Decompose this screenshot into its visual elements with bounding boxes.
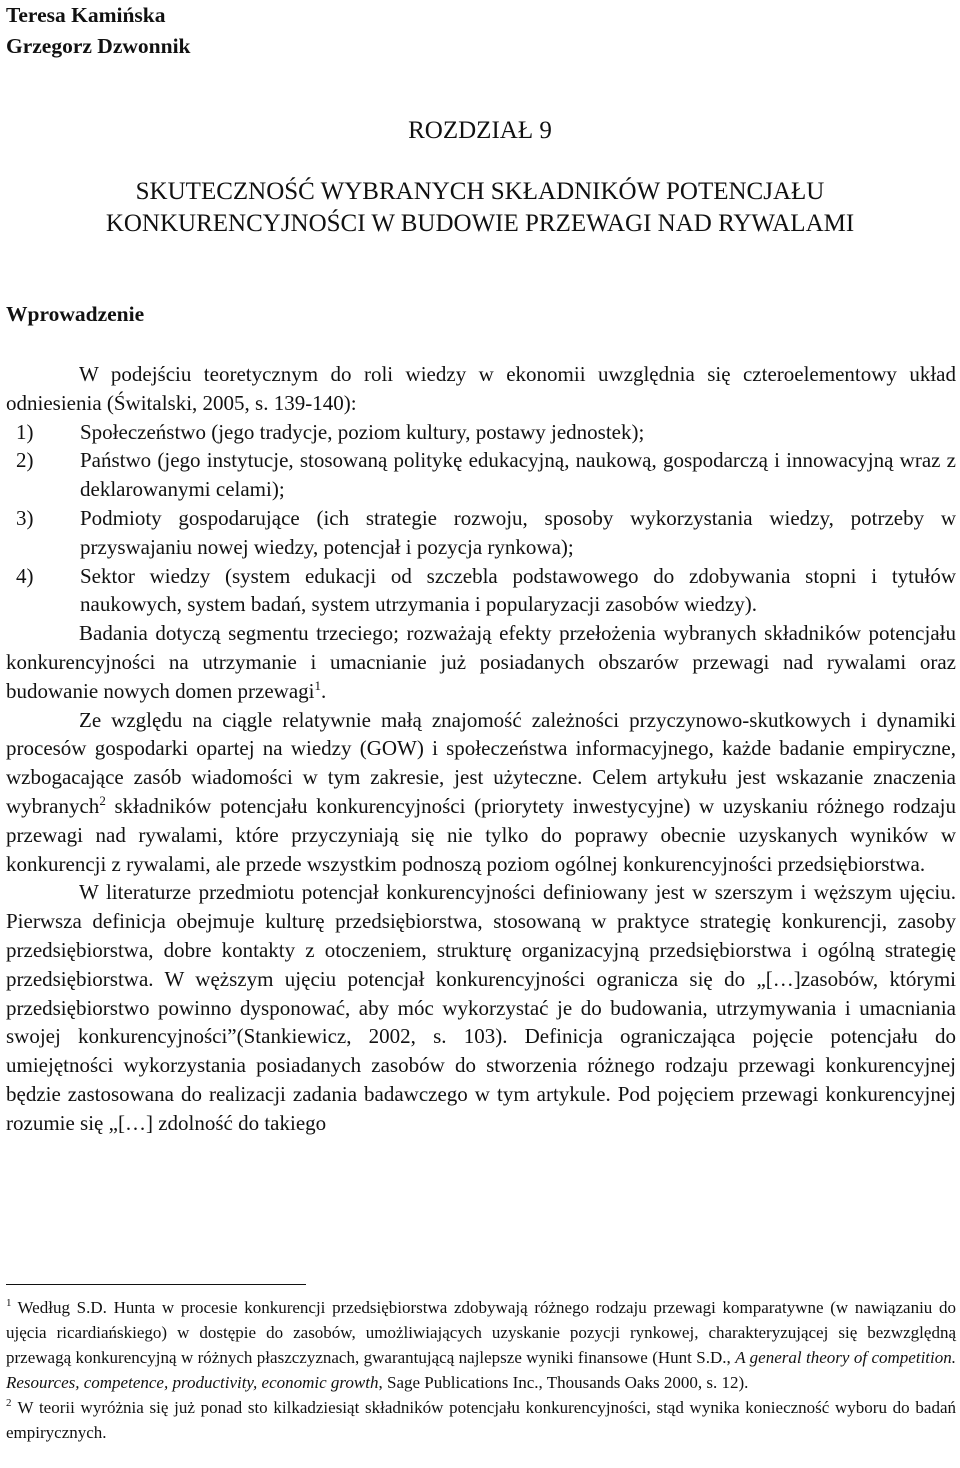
footnote-ref[interactable]: 1 — [314, 677, 321, 693]
list-item-text: Podmioty gospodarujące (ich strategie rozwoju, sposoby wykorzystania wiedzy, potrzeby w przyswajaniu nowej wiedzy, potencjał i pozycja rynkowa); — [80, 505, 956, 559]
chapter-title — [6, 176, 954, 240]
paragraph-text: Badania dotyczą segmentu trzeciego; rozważają efekty przełożenia wybranych składników potencjału konkurencyjności na utrzymanie i umacnianie już posiadanych obszarów przewagi nad rywalami oraz budowanie nowych domen przewagi — [6, 621, 956, 703]
paragraph-purpose — [6, 706, 956, 879]
list-item-text: Państwo (jego instytucje, stosowaną politykę edukacyjną, naukową, gospodarczą i innowacyjną wraz z deklarowanymi celami); — [80, 448, 956, 502]
footnote-text: W teorii wyróżnia się już ponad sto kilkadziesiąt składników potencjału konkurencyjności, stąd wynika konieczność wyboru do badań empirycznych. — [6, 1398, 956, 1442]
author-name: Teresa Kamińska — [6, 3, 166, 27]
list-item — [6, 504, 956, 562]
paragraph-text-end: . — [321, 678, 327, 703]
list-item — [6, 418, 956, 447]
footnote-ref[interactable]: 2 — [99, 792, 106, 808]
footnote-number: 1 — [6, 1297, 12, 1310]
list-item — [6, 562, 956, 620]
footnotes — [6, 1295, 956, 1445]
list-item-number: 2) — [16, 448, 34, 473]
list-item-text: Sektor wiedzy (system edukacji od szczebla podstawowego do zdobywania stopni i tytułów naukowych, system badań, system utrzymania i popularyzacji zasobów wiedzy). — [80, 563, 956, 617]
section-heading: Wprowadzenie — [6, 302, 145, 326]
footnote — [6, 1295, 956, 1395]
intro-paragraph: W podejściu teoretycznym do roli wiedzy w ekonomii uwzględnia się czteroelementowy układ odniesienia (Świtalski, 2005, s. 139-140): — [6, 362, 956, 415]
chapter-title-line: KONKURENCYJNOŚCI W BUDOWIE PRZEWAGI NAD RYWALAMI — [105, 210, 855, 237]
list-item-number: 4) — [16, 563, 34, 588]
paragraph-text: składników potencjału konkurencyjności (priorytety inwestycyjne) w uzyskaniu różnego rodzaju przewagi nad rywalami, które przyczyniają się nie tylko do poprawy obecnie uzyskanych wyników w konkurencji z rywalami, ale przede wszystkim podnoszą poziom ogólnej konkurencyjności przedsiębiorstwa. — [6, 793, 956, 876]
footnote — [6, 1395, 956, 1445]
reference-list — [6, 418, 956, 620]
list-item-number: 1) — [16, 419, 34, 444]
author-name: Grzegorz Dzwonnik — [6, 34, 191, 58]
chapter-title-line: SKUTECZNOŚĆ WYBRANYCH SKŁADNIKÓW POTENCJAŁU — [135, 178, 825, 205]
paragraph-research-scope — [6, 619, 956, 705]
list-item-number: 3) — [16, 505, 34, 530]
body-text — [6, 360, 956, 1138]
footnote-text: , Sage Publications Inc., Thousands Oaks 2000, s. 12). — [378, 1373, 749, 1392]
footnote-book-title: A general theory of competition. Resources, competence, productivity, economic growth — [6, 1348, 956, 1392]
footnote-number: 2 — [6, 1397, 12, 1410]
list-item — [6, 446, 956, 504]
paragraph-literature: W literaturze przedmiotu potencjał konkurencyjności definiowany jest w szerszym i węższym ujęciu. Pierwsza definicja obejmuje kulturę przedsiębiorstwa, stosowaną w praktyce strategię konkurencji, zasoby przedsiębiorstwa, dobre kontakty z otoczeniem, strukturę organizacyjną przedsiębiorstwa i ogólną strategię przedsiębiorstwa. W węższym ujęciu potencjał konkurencyjności ogranicza się do „[…]zasobów, którymi przedsiębiorstwo powinno dysponować, aby móc wykorzystać je do budowania, utrzymywania i umacniania swojej konkurencyjności”(Stankiewicz, 2002, s. 103). Definicja ograniczająca pojęcie potencjału do umiejętności wykorzystania posiadanych zasobów do stworzenia różnego rodzaju przewagi konkurencyjnej będzie zastosowana do realizacji zadania badawczego w tym artykule. Pod pojęciem przewagi konkurencyjnej rozumie się „[…] zdolność do takiego — [6, 880, 956, 1135]
footnote-text: Według S.D. Hunta w procesie konkurencji przedsiębiorstwa zdobywają różnego rodzaju przewagi komparatywne (w nawiązaniu do ujęcia ricardiańskiego) w dostępie do zasobów, umożliwiających uzyskanie pozycji rynkowej, charakteryzującej się bezwzględną przewagą konkurencyjną w różnych płaszczyznach, gwarantującą najlepsze wyniki finansowe (Hunt S.D., — [6, 1298, 956, 1367]
paragraph-text: Ze względu na ciągle relatywnie małą znajomość zależności przyczynowo-skutkowych i dynamiki procesów gospodarki opartej na wiedzy (GOW) i społeczeństwa informacyjnego, każde badanie empiryczne, wzbogacające zasób wiadomości w tym zakresie, jest użyteczne. Celem artykułu jest wskazanie znaczenia wybranych — [6, 707, 956, 818]
footnote-divider — [6, 1284, 306, 1285]
chapter-label: ROZDZIAŁ 9 — [408, 117, 552, 144]
author-block — [6, 0, 191, 62]
list-item-text: Społeczeństwo (jego tradycje, poziom kultury, postawy jednostek); — [80, 419, 645, 444]
